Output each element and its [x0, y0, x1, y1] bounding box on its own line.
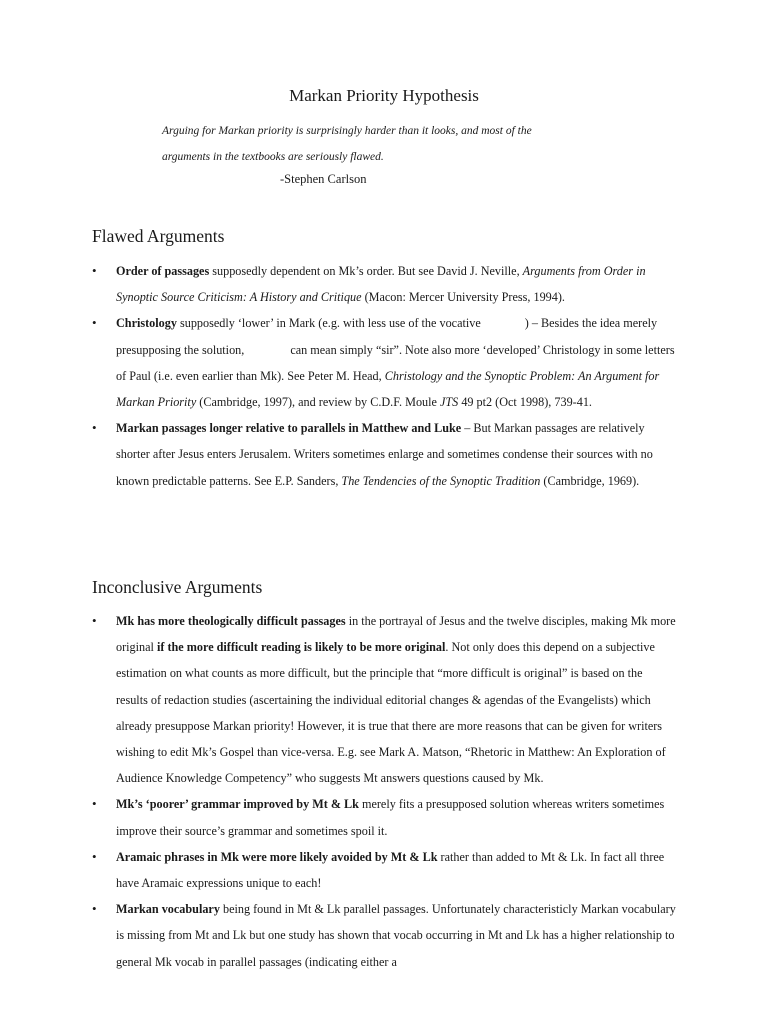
item-text: (Cambridge, 1969). — [540, 473, 640, 488]
item-bold-text: Christology — [116, 316, 177, 331]
item-text: . Not only does this depend on a subjective estimation on what counts as more difficult, but the principle that “more difficult is original” is based on the results of redaction studies (ascertaining the individual editorial changes & agendas of the Evangelists) which already presuppose Markan priority! However, it is true that there are more reasons that can be given for writers wishing to edit Mk’s Gospel than vice-versa. E.g. see Mark A. Matson, “Rhetoric in Matthew: An Exploration of Audience Knowledge Competency” who suggests Mt answers questions caused by Mk. — [116, 640, 666, 786]
epigraph-line-1: Arguing for Markan priority is surprisingly harder than it looks, and most of the — [162, 125, 532, 137]
page-title: Markan Priority Hypothesis — [289, 86, 479, 105]
list-item — [92, 608, 677, 791]
item-bold-text: Order of passages — [116, 264, 210, 278]
item-bold-text: Markan passages longer relative to parallels in Matthew and Luke — [116, 421, 462, 436]
list-item — [92, 415, 677, 494]
item-bold-text: Mk has more theologically difficult passages — [116, 614, 346, 628]
epigraph-quote — [162, 118, 602, 170]
item-text: ) – Besides the idea merely presupposing the solution, — [116, 316, 658, 357]
heading-flawed-arguments: Flawed Arguments — [92, 226, 225, 246]
item-citation: The Tendencies of the Synoptic Tradition — [341, 473, 541, 488]
item-text: supposedly ‘lower’ in Mark (e.g. with less use of the vocative — [176, 316, 481, 331]
item-text: can mean simply “sir”. Note also more ‘developed’ Christology in some letters of Paul (i.e. even earlier than Mk). See Peter M. Head, — [116, 342, 675, 383]
item-text: being found in Mt & Lk parallel passages. Unfortunately characteristicly Markan vocabulary is missing from Mt and Lk but one study has shown that vocab occurring in Mt and Lk has a higher relationship to general Mk vocab in parallel passages (indicating either a — [116, 902, 676, 969]
list-item — [92, 310, 677, 415]
item-text: rather than added to Mt & Lk. In fact all three have Aramaic expressions unique to each! — [116, 849, 665, 891]
item-text: supposedly dependent on Mk’s order. But see David J. Neville, — [209, 264, 523, 278]
inconclusive-arguments-list — [92, 608, 677, 975]
item-text: (Cambridge, 1997), and review by C.D.F. Moule — [196, 395, 440, 410]
list-item — [92, 258, 677, 310]
item-bold-text: Mk’s ‘poorer’ grammar improved by Mt & Lk — [116, 797, 359, 812]
item-text: 49 pt2 (Oct 1998), 739-41. — [458, 395, 592, 410]
item-bold-text: if the more difficult reading is likely to be more original — [156, 640, 446, 655]
item-text: – But Markan passages are relatively shorter after Jesus enters Jerusalem. Writers sometimes enlarge and sometimes condense their sources with no known predictable patterns. See E.P. Sanders, — [116, 421, 653, 488]
flawed-arguments-list — [92, 258, 677, 494]
item-citation: Christology and the Synoptic Problem: An Argument for Markan Priority — [116, 368, 660, 410]
item-citation: JTS — [439, 395, 459, 410]
list-item — [92, 844, 677, 896]
epigraph-line-2: arguments in the textbooks are seriously flawed. — [162, 151, 384, 163]
epigraph-attribution: -Stephen Carlson — [280, 172, 367, 186]
item-citation: Arguments from Order in Synoptic Source Criticism: A History and Critique — [116, 264, 646, 305]
item-bold-text: Aramaic phrases in Mk were more likely avoided by Mt & Lk — [116, 849, 438, 864]
list-item — [92, 791, 677, 843]
item-text: merely fits a presupposed solution whereas writers sometimes improve their source’s grammar and sometimes spoil it. — [116, 797, 665, 838]
item-bold-text: Markan vocabulary — [116, 902, 220, 917]
item-text: (Macon: Mercer University Press, 1994). — [361, 290, 565, 305]
heading-inconclusive-arguments: Inconclusive Arguments — [92, 577, 263, 597]
list-item — [92, 896, 677, 975]
item-text: in the portrayal of Jesus and the twelve disciples, making Mk more original — [116, 614, 676, 655]
